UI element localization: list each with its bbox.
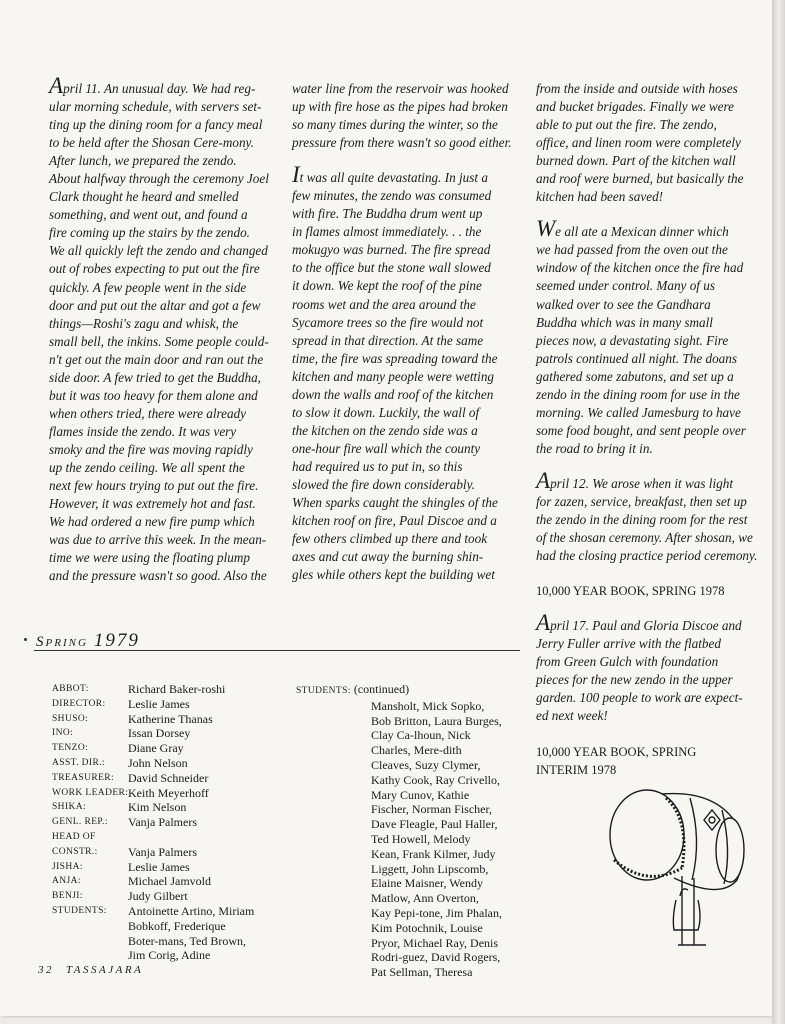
line-text: window of the kitchen once the fire had	[536, 260, 744, 276]
line-text: out of robes expecting to put out the fire	[49, 261, 260, 277]
line-text: had the closing practice period ceremony.	[536, 548, 758, 564]
line-text: up with fire hose as the pipes had broken	[292, 99, 508, 115]
roster-row	[52, 682, 254, 697]
line-text: We had ordered a new fire pump which	[49, 514, 255, 530]
heading-season: Spring	[36, 634, 88, 650]
line-text: pril 12. We arose when it was light	[550, 475, 733, 491]
text-line	[49, 441, 269, 459]
line-text: kitchen roof on fire, Paul Discoe and a	[292, 513, 497, 529]
line-text: some food bought, and sent people over	[536, 422, 746, 438]
text-line	[536, 314, 757, 332]
line-text: t was all quite devastating. In just a	[299, 170, 488, 186]
roster-name: Antoinette Artino, Miriam	[128, 903, 255, 918]
roster-row	[52, 860, 254, 875]
bullet-dot	[24, 638, 27, 641]
line-text: garden. 100 people to work are expect-	[536, 690, 743, 706]
student-line: Kean, Frank Kilmer, Judy	[371, 846, 496, 861]
text-line	[49, 242, 269, 260]
text-line	[536, 241, 757, 259]
roster-role: ANJA:	[52, 876, 81, 887]
roster-name: Jim Corig, Adine	[128, 948, 211, 963]
column-1	[49, 73, 269, 585]
source-citation: 10,000 YEAR BOOK, SPRING 1978	[536, 584, 725, 599]
text-line	[536, 635, 757, 653]
text-line	[49, 351, 269, 369]
section-heading	[36, 630, 140, 652]
roster-row	[52, 919, 254, 934]
text-line	[49, 567, 269, 585]
roster-role: CONSTR.:	[52, 846, 98, 857]
line-text: axes and cut away the burning shin-	[292, 549, 484, 565]
text-line	[49, 73, 269, 98]
roster-row	[52, 741, 254, 756]
line-text: so many times during the winter, so the	[292, 117, 498, 133]
text-line	[49, 333, 269, 351]
text-line	[49, 477, 269, 495]
roster-role: WORK LEADER:	[52, 787, 129, 798]
student-line: Fischer, Norman Fischer,	[371, 802, 493, 817]
roster-name: Richard Baker-roshi	[128, 682, 226, 696]
students-label: STUDENTS:	[296, 686, 351, 696]
text-line	[536, 386, 757, 404]
text-line	[292, 98, 512, 116]
line-text: ting up the dining room for a fancy meal	[49, 117, 263, 133]
text-line	[536, 368, 757, 386]
text-line	[536, 259, 757, 277]
line-text: Clark thought he heard and smelled	[49, 189, 239, 205]
line-text: pril 17. Paul and Gloria Discoe and	[550, 618, 742, 634]
line-text: flames inside the zendo. It was very	[49, 423, 237, 439]
line-text: to slow it down. Luckily, the wall of	[292, 404, 480, 420]
drum-illustration	[602, 780, 752, 950]
source-citation: INTERIM 1978	[536, 762, 617, 777]
text-line	[292, 277, 512, 295]
text-line	[49, 98, 269, 116]
text-line	[292, 205, 512, 223]
text-line	[292, 512, 512, 530]
line-text: smoky and the fire was moving rapidly	[49, 441, 253, 457]
text-line	[536, 277, 757, 295]
text-line	[49, 188, 269, 206]
roster-name: Michael Jamvold	[128, 874, 211, 889]
text-line	[49, 134, 269, 152]
roster-role	[52, 934, 128, 949]
student-line: Cleaves, Suzy Clymer,	[371, 757, 481, 772]
student-line: Rodri-guez, David Rogers,	[371, 950, 501, 965]
text-line	[292, 386, 512, 404]
drop-cap: A	[536, 610, 551, 636]
line-text: and roof were burned, but basically the	[536, 171, 744, 187]
roster-role: JISHA:	[52, 861, 83, 872]
roster-name: Judy Gilbert	[128, 889, 188, 904]
roster-row	[52, 845, 254, 860]
line-text: and the pressure wasn't so good. Also the	[49, 568, 267, 584]
line-text: quickly. A few people went in the side	[49, 279, 247, 295]
roster-row	[52, 756, 254, 771]
line-text: down the walls and roof of the kitchen	[292, 386, 494, 402]
roster-role: INO:	[52, 728, 74, 739]
text-line	[49, 260, 269, 278]
roster-role: SHIKA:	[52, 802, 87, 813]
line-text: for zazen, service, breakfast, then set up	[536, 493, 747, 509]
line-text: pieces for the new zendo in the upper	[536, 672, 733, 688]
roster-role: TREASURER:	[52, 772, 115, 783]
text-line	[49, 297, 269, 315]
roster-name: Vanja Palmers	[128, 815, 197, 830]
roster-role: ASST. DIR.:	[52, 757, 106, 768]
text-line	[49, 224, 269, 242]
student-line: Kim Potochnik, Louise	[371, 920, 483, 935]
students-continued	[296, 682, 502, 980]
text-line	[292, 458, 512, 476]
text-line	[49, 170, 269, 188]
text-line	[536, 188, 757, 206]
text-line	[536, 332, 757, 350]
line-text: mokugyo was burned. The fire spread	[292, 242, 491, 258]
text-line	[292, 422, 512, 440]
page-edge	[772, 0, 785, 1024]
text-line	[536, 134, 757, 152]
roster-row	[52, 697, 254, 712]
line-text: rooms wet and the area around the	[292, 296, 476, 312]
text-line	[49, 206, 269, 224]
line-text: After lunch, we prepared the zendo.	[49, 153, 237, 169]
line-text: able to put out the fire. The zendo,	[536, 117, 717, 133]
line-text: Sycamore trees so the fire would not	[292, 314, 484, 330]
text-line	[292, 530, 512, 548]
line-text: the kitchen on the zendo side was a	[292, 422, 478, 438]
student-line: Mansholt, Mick Sopko,	[371, 698, 485, 713]
line-text: time we were using the floating plump	[49, 550, 250, 566]
line-text: one-hour fire wall which the county	[292, 440, 481, 456]
publication-title: TASSAJARA	[66, 964, 144, 976]
text-line	[292, 134, 512, 152]
roster-role: ABBOT:	[52, 684, 89, 694]
roster-row	[52, 771, 254, 786]
roster-name: Kim Nelson	[128, 800, 187, 815]
roster-row	[52, 874, 254, 889]
text-line	[536, 152, 757, 170]
line-text: walked over to see the Gandhara	[536, 296, 711, 312]
line-text: to the office but the stone wall slowed	[292, 260, 491, 276]
student-line: Matlow, Ann Overton,	[371, 891, 479, 906]
text-line	[49, 423, 269, 441]
line-text: About halfway through the ceremony Joel	[49, 171, 269, 187]
text-line	[536, 80, 757, 98]
line-text: it down. We kept the roof of the pine	[292, 278, 482, 294]
roster-row	[52, 726, 254, 741]
student-line: Ted Howell, Melody	[371, 831, 471, 846]
roster-name: Boter-mans, Ted Brown,	[128, 933, 247, 948]
line-text: pril 11. An unusual day. We had reg-	[63, 81, 256, 96]
line-text: ular morning schedule, with servers set-	[49, 99, 262, 115]
line-text: to be held after the Shosan Cere-mony.	[49, 135, 254, 151]
text-line	[292, 162, 512, 188]
page-footer	[38, 964, 155, 976]
line-text: but it was too heavy for them alone and	[49, 387, 258, 403]
roster-role	[52, 919, 128, 934]
text-line	[49, 459, 269, 477]
line-text: something, and went out, and found a	[49, 207, 248, 223]
line-text: side door. A few tried to get the Buddha,	[49, 369, 261, 385]
text-line	[292, 404, 512, 422]
text-line	[536, 116, 757, 134]
text-line	[536, 511, 757, 529]
text-line	[536, 707, 757, 725]
line-text: with fire. The Buddha drum went up	[292, 206, 483, 222]
line-text: small bell, the inkins. Some people could-	[49, 333, 269, 349]
roster-role	[52, 948, 128, 963]
text-line	[292, 476, 512, 494]
line-text: gles while others kept the building wet	[292, 567, 495, 583]
roster-role: SHUSO:	[52, 713, 89, 724]
line-text: door and put out the altar and got a few	[49, 297, 261, 313]
text-line	[292, 80, 512, 98]
line-text: fire coming up the stairs by the zendo.	[49, 225, 250, 241]
text-line	[49, 315, 269, 333]
roster-role: TENZO:	[52, 743, 89, 754]
roster-name: Keith Meyerhoff	[128, 785, 209, 800]
line-text: was due to arrive this week. In the mean-	[49, 532, 267, 548]
text-line	[536, 296, 757, 314]
line-text: ed next week!	[536, 708, 608, 724]
text-line	[292, 440, 512, 458]
text-line	[292, 223, 512, 241]
line-text: morning. We called Jamesburg to have	[536, 404, 741, 420]
text-line	[49, 495, 269, 513]
drop-cap: A	[536, 467, 551, 493]
column-2	[292, 80, 512, 584]
line-text: in flames almost immediately. . . the	[292, 224, 482, 240]
text-line	[536, 493, 757, 511]
line-text: slowed the fire down considerably.	[292, 476, 476, 492]
text-line	[292, 116, 512, 134]
drop-cap: W	[536, 216, 556, 242]
line-text: when others tried, there were already	[49, 405, 247, 421]
student-line: Clay Ca-lhoun, Nick	[371, 728, 471, 743]
roster-name: David Schneider	[128, 770, 209, 785]
text-line	[49, 513, 269, 531]
students-list	[371, 699, 502, 980]
text-line	[292, 332, 512, 350]
text-line	[292, 259, 512, 277]
text-line	[292, 187, 512, 205]
line-text: We all quickly left the zendo and changed	[49, 243, 268, 259]
text-line	[49, 549, 269, 567]
line-text: spread in that direction. At the same	[292, 332, 484, 348]
roster-row	[52, 904, 254, 919]
text-line	[292, 368, 512, 386]
roster-role: STUDENTS:	[52, 905, 107, 916]
roster-row	[52, 948, 254, 963]
line-text: of the shosan ceremony. After shosan, we	[536, 530, 753, 546]
drop-cap: A	[49, 73, 64, 98]
line-text: few others climbed up there and took	[292, 531, 488, 547]
student-line: Kathy Cook, Ray Crivello,	[371, 772, 500, 787]
line-text: and bucket brigades. Finally we were	[536, 99, 735, 115]
roster-name: Vanja Palmers	[128, 844, 197, 859]
line-text: zendo in the dining room for use in the	[536, 386, 740, 402]
text-line	[49, 405, 269, 423]
text-line	[49, 116, 269, 134]
line-text: However, it was extremely hot and fast.	[49, 496, 256, 512]
student-line: Charles, Mere-dith	[371, 743, 462, 758]
text-line	[49, 369, 269, 387]
text-line	[536, 547, 757, 565]
staff-roster	[52, 682, 254, 963]
roster-role: GENL. REP.:	[52, 817, 108, 828]
line-text: Jerry Fuller arrive with the flatbed	[536, 636, 721, 652]
student-line: Elaine Maisner, Wendy	[371, 876, 483, 891]
student-line: Mary Cunov, Kathie	[371, 787, 470, 802]
text-line	[536, 98, 757, 116]
source-citation: 10,000 YEAR BOOK, SPRING	[536, 744, 697, 759]
line-text: gathered some zabutons, and set up a	[536, 368, 734, 384]
drop-cap: I	[292, 162, 300, 188]
text-line	[536, 422, 757, 440]
line-text: the zendo in the dining room for the rest	[536, 512, 748, 528]
roster-row	[52, 800, 254, 815]
page-number: 32	[38, 964, 54, 976]
line-text: seemed under control. Many of us	[536, 278, 715, 294]
line-text: pressure from there wasn't so good either.	[292, 135, 512, 151]
text-line	[292, 241, 512, 259]
heading-rule	[34, 650, 520, 651]
students-cont: (continued)	[353, 682, 410, 696]
line-text: office, and linen room were completely	[536, 135, 741, 151]
text-line	[536, 170, 757, 188]
roster-row	[52, 889, 254, 904]
text-line	[49, 152, 269, 170]
line-text: had required us to put in, so this	[292, 458, 463, 474]
text-line	[536, 653, 757, 671]
line-text: few minutes, the zendo was consumed	[292, 188, 492, 204]
text-line	[536, 610, 757, 636]
text-line	[292, 566, 512, 584]
text-line	[49, 531, 269, 549]
text-line	[536, 404, 757, 422]
text-line	[536, 216, 757, 242]
text-line	[536, 671, 757, 689]
roster-row	[52, 815, 254, 830]
line-text: burned down. Part of the kitchen wall	[536, 153, 736, 169]
line-text: kitchen and many people were wetting	[292, 368, 495, 384]
roster-name: Katherine Thanas	[128, 711, 213, 726]
line-text: up the zendo ceiling. We all spent the	[49, 459, 245, 475]
student-line: Bob Britton, Laura Burges,	[371, 713, 502, 728]
roster-row	[52, 786, 254, 801]
roster-role: BENJI:	[52, 891, 83, 902]
roster-name: Issan Dorsey	[128, 726, 191, 741]
roster-name: John Nelson	[128, 755, 188, 770]
roster-role: HEAD OF	[52, 831, 96, 842]
roster-row	[52, 712, 254, 727]
student-line: Kay Pepi-tone, Jim Phalan,	[371, 905, 502, 920]
line-text: n't get out the main door and ran out the	[49, 351, 264, 367]
text-line	[536, 350, 757, 368]
roster-row	[52, 934, 254, 949]
column-3	[536, 80, 757, 779]
roster-name: Diane Gray	[128, 741, 184, 756]
student-line: Dave Fleagle, Paul Haller,	[371, 817, 498, 832]
roster-name: Bobkoff, Frederique	[128, 918, 226, 933]
text-line	[292, 296, 512, 314]
line-text: things—Roshi's zagu and whisk, the	[49, 315, 239, 331]
text-line	[536, 689, 757, 707]
text-line	[536, 440, 757, 458]
roster-row	[52, 830, 254, 845]
roster-name: Leslie James	[128, 696, 190, 711]
line-text: next few hours trying to put out the fire.	[49, 478, 259, 494]
text-line	[292, 494, 512, 512]
heading-year: 1979	[93, 630, 140, 651]
line-text: patrols continued all night. The doans	[536, 350, 737, 366]
text-line	[536, 467, 757, 493]
line-text: we had passed from the oven out the	[536, 242, 728, 258]
student-line: Liggett, John Lipscomb,	[371, 861, 489, 876]
roster-name: Leslie James	[128, 859, 190, 874]
line-text: time, the fire was spreading toward the	[292, 350, 498, 366]
student-line: Pat Sellman, Theresa	[371, 965, 473, 980]
text-line	[292, 314, 512, 332]
line-text: from Green Gulch with foundation	[536, 654, 719, 670]
line-text: Buddha which was in many small	[536, 314, 713, 330]
text-line	[536, 529, 757, 547]
student-line: Pryor, Michael Ray, Denis	[371, 935, 499, 950]
text-line	[49, 387, 269, 405]
roster-role: DIRECTOR:	[52, 698, 106, 709]
line-text: from the inside and outside with hoses	[536, 81, 738, 96]
line-text: When sparks caught the shingles of the	[292, 495, 498, 511]
line-text: e all ate a Mexican dinner which	[555, 224, 729, 240]
line-text: kitchen had been saved!	[536, 189, 664, 205]
text-line	[49, 279, 269, 297]
text-line	[292, 548, 512, 566]
text-line	[292, 350, 512, 368]
line-text: the road to bring it in.	[536, 440, 653, 456]
line-text: pieces now, a devastating sight. Fire	[536, 332, 729, 348]
line-text: water line from the reservoir was hooked	[292, 81, 509, 96]
